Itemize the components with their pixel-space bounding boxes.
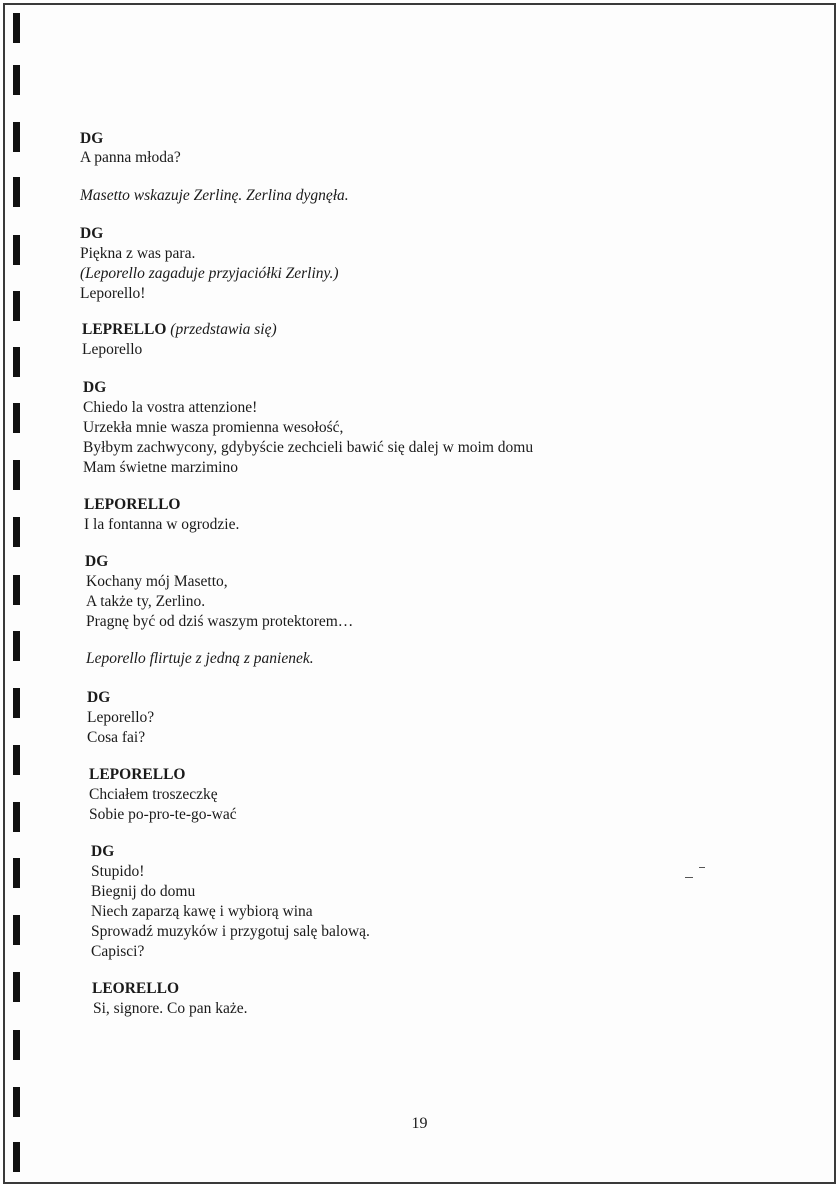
stage-direction: (Leporello zagaduje przyjaciółki Zerliny.) [80,265,339,282]
binding-hole [13,631,20,661]
stage-direction: Leporello flirtuje z jedną z panienek. [86,650,314,667]
dialogue-line: Mam świetne marzimino [83,459,238,476]
dialogue-line: Pragnę być od dziś waszym protektorem… [86,613,354,630]
dialogue-line: A panna młoda? [80,149,181,166]
binding-hole [13,177,20,207]
dialogue-line: Leporello! [80,285,146,302]
dialogue-line: Leporello [82,341,143,358]
speaker-name: LEPORELLO [89,766,186,783]
page-number: 19 [411,1115,428,1132]
binding-hole [13,65,20,95]
speaker-name: DG [87,689,111,706]
dialogue-line: Piękna z was para. [80,245,196,262]
binding-hole [13,517,20,547]
binding-hole [13,972,20,1002]
speaker-name: DG [91,843,115,860]
binding-hole [13,460,20,490]
scan-speck [685,877,693,878]
binding-hole [13,347,20,377]
speaker-name: LEORELLO [92,980,179,997]
speaker-name: DG [80,130,104,147]
stage-direction: (przedstawia się) [170,321,277,338]
dialogue-line: A także ty, Zerlino. [86,593,206,610]
dialogue-line: Cosa fai? [87,729,146,746]
speaker-name: DG [85,553,109,570]
binding-hole [13,688,20,718]
binding-hole [13,1087,20,1117]
dialogue-line: Leporello? [87,709,155,726]
binding-hole [13,575,20,605]
binding-holes [13,5,23,1182]
binding-hole [13,235,20,265]
dialogue-line: Chiedo la vostra attenzione! [83,399,258,416]
binding-hole [13,291,20,321]
dialogue-line: Capisci? [91,943,145,960]
binding-hole [13,1142,20,1172]
speaker-name: LEPORELLO [84,496,181,513]
binding-hole [13,403,20,433]
dialogue-line: Urzekła mnie wasza promienna wesołość, [83,419,344,436]
binding-hole [13,745,20,775]
dialogue-line: Chciałem troszeczkę [89,786,218,803]
dialogue-line: Sobie po-pro-te-go-wać [89,806,237,823]
dialogue-line: Sprowadź muzyków i przygotuj salę balową. [91,923,370,940]
speaker-name: LEPRELLO (przedstawia się) [82,321,277,338]
binding-hole [13,13,20,43]
dialogue-line: Si, signore. Co pan każe. [93,1000,248,1017]
binding-hole [13,915,20,945]
dialogue-line: I la fontanna w ogrodzie. [84,516,240,533]
binding-hole [13,858,20,888]
speaker-name: DG [83,379,107,396]
stage-direction: Masetto wskazuje Zerlinę. Zerlina dygnęła. [80,187,349,204]
dialogue-line: Stupido! [91,863,145,880]
document-page [3,3,836,1184]
dialogue-line: Niech zaparzą kawę i wybiorą wina [91,903,313,920]
binding-hole [13,122,20,152]
dialogue-line: Byłbym zachwycony, gdybyście zechcieli bawić się dalej w moim domu [83,439,534,456]
dialogue-line: Kochany mój Masetto, [86,573,228,590]
scan-speck [699,867,705,868]
speaker-name: DG [80,225,104,242]
binding-hole [13,802,20,832]
dialogue-line: Biegnij do domu [91,883,196,900]
binding-hole [13,1030,20,1060]
